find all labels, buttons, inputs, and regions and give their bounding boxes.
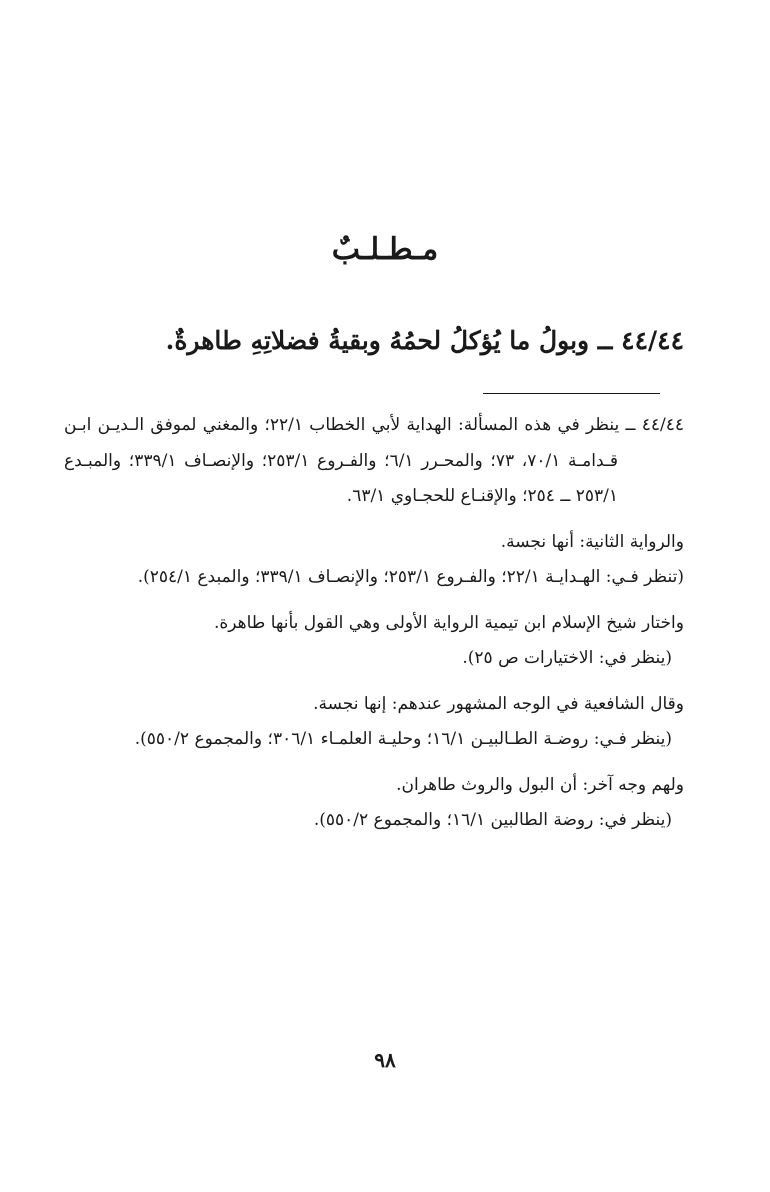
footnote-other-view-sources: (ينظر في: روضة الطالبين ١٦/١؛ والمجموع ٥٥٠/٢).	[313, 810, 672, 830]
footnotes	[64, 408, 684, 839]
footnote-ibn-taymiyyah-source: (ينظر في: الاختيارات ص ٢٥).	[462, 648, 672, 668]
section-heading: مـطـلـبٌ	[331, 232, 439, 267]
footnote-separator	[483, 393, 660, 394]
footnote-second-narration: والرواية الثانية: أنها نجسة.	[500, 531, 684, 552]
footnote-shafii-sources: (ينظر فـي: روضـة الطـالبيـن ١٦/١؛ وحليـة العلمـاء ٣٠٦/١؛ والمجموع ٥٥٠/٢).	[134, 729, 672, 749]
footnote-second-narration-sources: (تنظر فـي: الهـدايـة ٢٢/١؛ والفـروع ٢٥٣/١؛ والإنصـاف ٣٣٩/١؛ والمبدع ٢٥٤/١).	[137, 567, 684, 587]
footnote-other-view: ولهم وجه آخر: أن البول والروث طاهران.	[396, 774, 684, 795]
footnote-shafii-view: وقال الشافعية في الوجه المشهور عندهم: إنها نجسة.	[313, 693, 684, 714]
footnote-main: ٤٤/٤٤ ــ ينظر في هذه المسألة: الهداية لأبي الخطاب ٢٢/١؛ والمغني لموفق الـديـن ابـن قـدامـة ٧٠/١، ٧٣؛ والمحـرر ٦/١؛ والفـروع ٢٥٣/١؛ والإنصـاف ٣٣٩/١؛ والمبـدع ٢٥٣/١ ــ ٢٥٤؛ والإقنـاع للحجـاوي ٦٣/١.	[64, 415, 684, 506]
footnote-ibn-taymiyyah-choice: واختار شيخ الإسلام ابن تيمية الرواية الأولى وهي القول بأنها طاهرة.	[213, 612, 684, 633]
verse-line: ٤٤/٤٤ ــ وبولُ ما يُؤكلُ لحمُهُ وبقيةُ فضلاتِهِ طاهرةٌ.	[165, 326, 684, 355]
page-number: ٩٨	[374, 1048, 396, 1072]
